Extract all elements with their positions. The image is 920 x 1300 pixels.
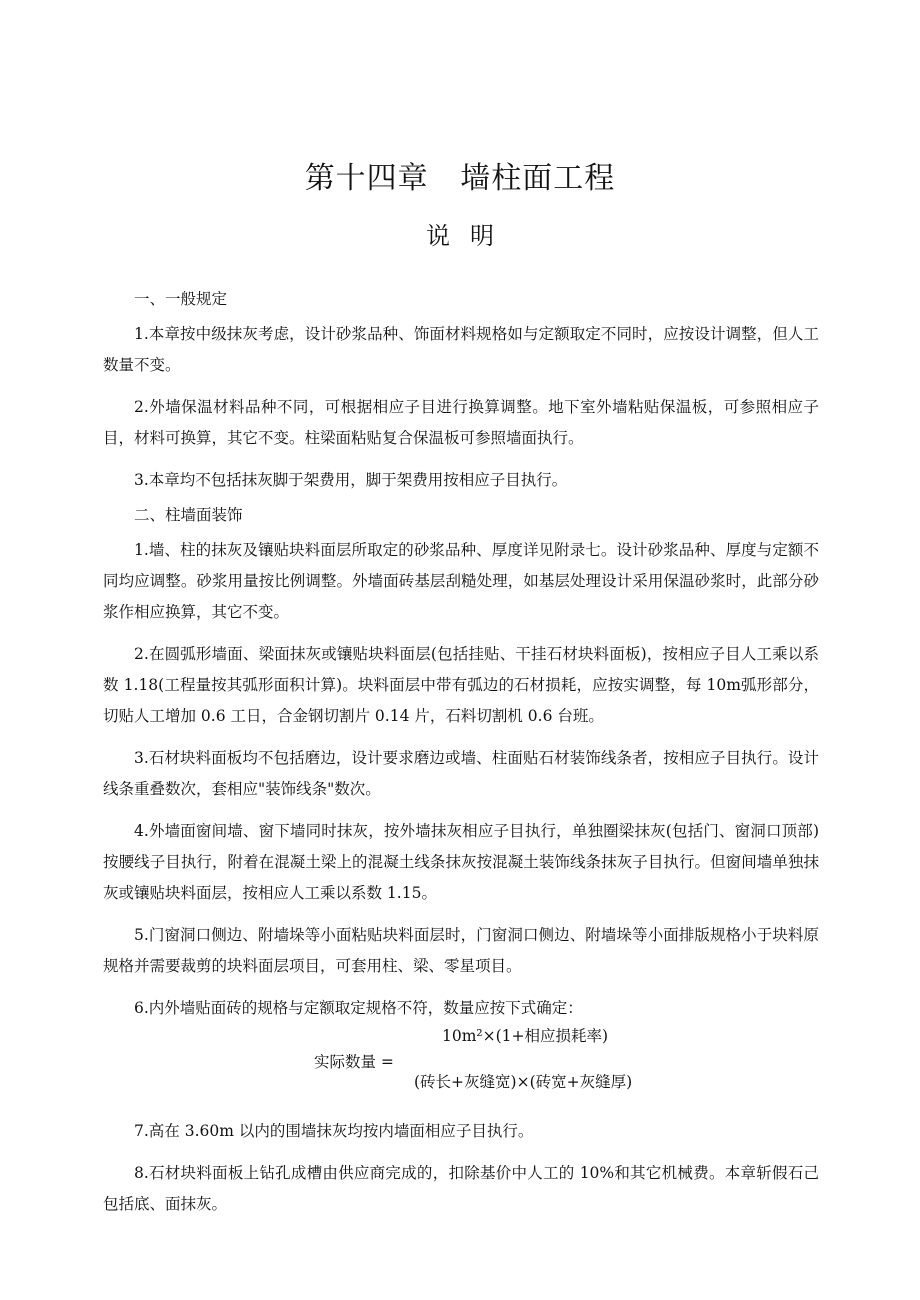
paragraph: 3.本章均不包括抹灰脚于架费用，脚于架费用按相应子目执行。 bbox=[134, 471, 568, 489]
paragraph: 1.墙、柱的抹灰及镶贴块料面层所取定的砂浆品种、厚度详见附录七。设计砂浆品种、厚度与定额不同均应调整。砂浆用量按比例调整。外墙面砖基层刮糙处理，如基层处理设计采用保温砂浆时，此部分砂浆作相应换算，其它不变。 bbox=[103, 541, 819, 621]
chapter-title: 第十四章 墙柱面工程 bbox=[304, 161, 616, 196]
formula-denominator: (砖长+灰缝宽)×(砖宽+灰缝厚) bbox=[414, 1073, 633, 1091]
paragraph: 4.外墙面窗间墙、窗下墙同时抹灰，按外墙抹灰相应子目执行，单独圈梁抹灰(包括门、窗洞口顶部)按腰线子目执行，附着在混凝土梁上的混凝土线条抹灰按混凝土装饰线条抹灰子目执行。但窗间墙单独抹灰或镶贴块料面层，按相应人工乘以系数 1.15。 bbox=[103, 822, 819, 902]
paragraph: 6.内外墙贴面砖的规格与定额取定规格不符，数量应按下式确定： bbox=[134, 999, 583, 1017]
formula-label: 实际数量 = bbox=[314, 1053, 394, 1071]
paragraph: 1.本章按中级抹灰考虑，设计砂浆品种、饰面材料规格如与定额取定不同时，应按设计调整，但人工数量不变。 bbox=[103, 325, 819, 374]
document-body bbox=[103, 284, 819, 1231]
paragraph: 7.高在 3.60m 以内的围墙抹灰均按内墙面相应子目执行。 bbox=[134, 1122, 534, 1140]
paragraph: 2.外墙保温材料品种不同，可根据相应子目进行换算调整。地下室外墙粘贴保温板，可参照相应子目，材料可换算，其它不变。柱梁面粘贴复合保温板可参照墙面执行。 bbox=[103, 398, 819, 447]
section-subtitle: 说明 bbox=[426, 222, 514, 250]
section-heading-general: 一、一般规定 bbox=[134, 290, 228, 308]
formula-numerator: 10m²×(1+相应损耗率) bbox=[442, 1027, 609, 1045]
section-heading-decoration: 二、柱墙面装饰 bbox=[134, 506, 243, 524]
tile-quantity-formula bbox=[103, 1026, 819, 1104]
paragraph: 8.石材块料面板上钻孔成槽由供应商完成的，扣除基价中人工的 10%和其它机械费。本章斩假石己包括底、面抹灰。 bbox=[103, 1164, 819, 1213]
paragraph: 2.在圆弧形墙面、梁面抹灰或镶贴块料面层(包括挂贴、干挂石材块料面板)，按相应子目人工乘以系数 1.18(工程量按其弧形面积计算)。块料面层中带有弧边的石材损耗，应按实调整，每 10m弧形部分，切贴人工增加 0.6 工日，合金钢切割片 0.14 片，石料切割机 0.6 台班。 bbox=[103, 645, 819, 725]
paragraph: 3.石材块料面板均不包括磨边，设计要求磨边或墙、柱面贴石材装饰线条者，按相应子目执行。设计线条重叠数次，套相应"装饰线条"数次。 bbox=[103, 749, 819, 798]
paragraph: 5.门窗洞口侧边、附墙垛等小面粘贴块料面层时，门窗洞口侧边、附墙垛等小面排版规格小于块料原规格并需要裁剪的块料面层项目，可套用柱、梁、零星项目。 bbox=[103, 926, 819, 975]
